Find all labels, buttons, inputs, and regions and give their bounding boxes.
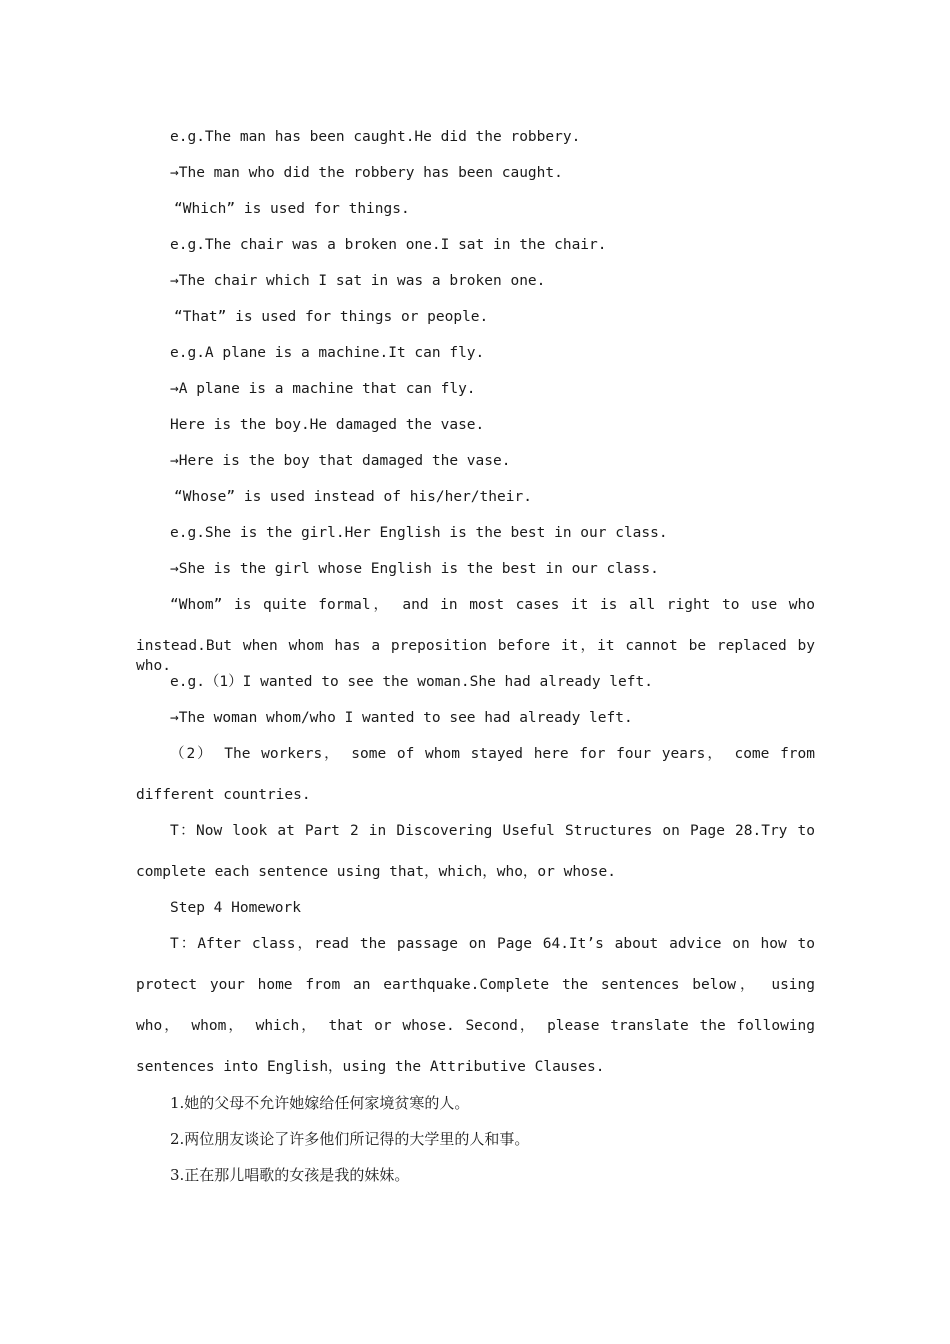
text-line: e.g.She is the girl.Her English is the best in our class. [170, 525, 668, 541]
text-line: →She is the girl whose English is the best in our class. [170, 561, 659, 577]
text-line: “Which” is used for things. [174, 201, 410, 217]
text-line: →The man who did the robbery has been caught. [170, 165, 563, 181]
text-line: “That” is used for things or people. [174, 309, 489, 325]
text-line: →The woman whom/who I wanted to see had already left. [170, 710, 633, 726]
text-line: e.g.（1）I wanted to see the woman.She had already left. [170, 674, 653, 690]
text-line: who， whom， which， that or whose. Second， please translate the following [136, 1018, 815, 1034]
text-line: （2） The workers， some of whom stayed here for four years， come from [170, 746, 815, 762]
text-line: “Whom” is quite formal， and in most cases it is all right to use who [170, 597, 815, 613]
text-line: Here is the boy.He damaged the vase. [170, 417, 485, 433]
exercise-item: 3.正在那儿唱歌的女孩是我的妹妹。 [170, 1166, 410, 1184]
section-heading: Step 4 Homework [170, 900, 301, 916]
text-line: e.g.The chair was a broken one.I sat in the chair. [170, 237, 607, 253]
text-line: T：After class，read the passage on Page 64.It’s about advice on how to [170, 936, 815, 952]
text-line: complete each sentence using that，which，who，or whose. [136, 864, 616, 880]
text-line: instead.But when whom has a preposition before it，it cannot be replaced by who. [136, 638, 815, 674]
text-line: “Whose” is used instead of his/her/their. [174, 489, 532, 505]
text-line: sentences into English，using the Attributive Clauses. [136, 1059, 605, 1075]
exercise-item: 1.她的父母不允许她嫁给任何家境贫寒的人。 [170, 1094, 470, 1112]
text-line: →Here is the boy that damaged the vase. [170, 453, 511, 469]
text-line: different countries. [136, 787, 311, 803]
text-line: →A plane is a machine that can fly. [170, 381, 476, 397]
text-line: e.g.The man has been caught.He did the robbery. [170, 129, 581, 145]
text-line: →The chair which I sat in was a broken one. [170, 273, 546, 289]
text-line: T：Now look at Part 2 in Discovering Useful Structures on Page 28.Try to [170, 823, 815, 839]
exercise-item: 2.两位朋友谈论了许多他们所记得的大学里的人和事。 [170, 1130, 530, 1148]
text-line: e.g.A plane is a machine.It can fly. [170, 345, 485, 361]
text-line: protect your home from an earthquake.Complete the sentences below， using [136, 977, 815, 993]
